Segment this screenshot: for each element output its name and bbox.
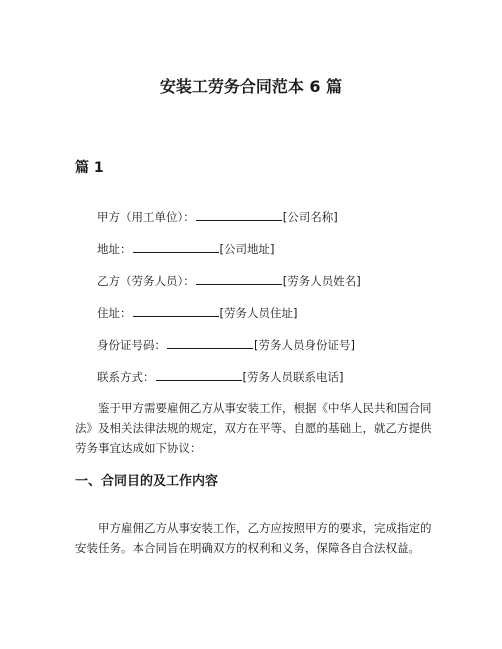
- field-id-number: [97, 337, 355, 353]
- field-value: [劳务人员身份证号]: [254, 338, 355, 352]
- section-title: 篇 1: [75, 160, 104, 176]
- fill-blank: [196, 274, 282, 285]
- field-label: 住址：: [97, 306, 132, 320]
- field-label: 甲方（用工单位）：: [97, 210, 195, 224]
- field-value: [公司地址]: [219, 242, 275, 256]
- fill-blank: [196, 210, 282, 221]
- field-party-a-address: [97, 241, 274, 257]
- clause-paragraph: 甲方雇佣乙方从事安装工作，乙方应按照甲方的要求，完成指定的安装任务。本合同旨在明确双方的权利和义务，保障各自合法权益。: [75, 521, 432, 555]
- field-value: [公司名称]: [282, 210, 338, 224]
- field-label: 乙方（劳务人员）：: [97, 274, 195, 288]
- field-party-a: [97, 209, 338, 225]
- intro-paragraph: 鉴于甲方需要雇佣乙方从事安装工作，根据《中华人民共和国合同法》及相关法律法规的规定，双方在平等、自愿的基础上，就乙方提供劳务事宜达成如下协议：: [75, 401, 432, 455]
- field-value: [劳务人员联系电话]: [242, 370, 344, 384]
- field-value: [劳务人员住址]: [219, 306, 298, 320]
- field-label: 身份证号码：: [97, 338, 166, 352]
- field-contact: [97, 369, 343, 385]
- field-label: 地址：: [97, 242, 132, 256]
- field-party-b-address: [97, 305, 297, 321]
- document-title: 安装工劳务合同范本 6 篇: [159, 77, 343, 96]
- fill-blank: [133, 242, 219, 253]
- field-value: [劳务人员姓名]: [282, 274, 361, 288]
- field-label: 联系方式：: [97, 370, 155, 384]
- fill-blank: [167, 338, 253, 349]
- fill-blank: [156, 370, 242, 381]
- clause-heading: 一、合同目的及工作内容: [75, 474, 219, 489]
- fill-blank: [133, 306, 219, 317]
- field-party-b: [97, 273, 361, 289]
